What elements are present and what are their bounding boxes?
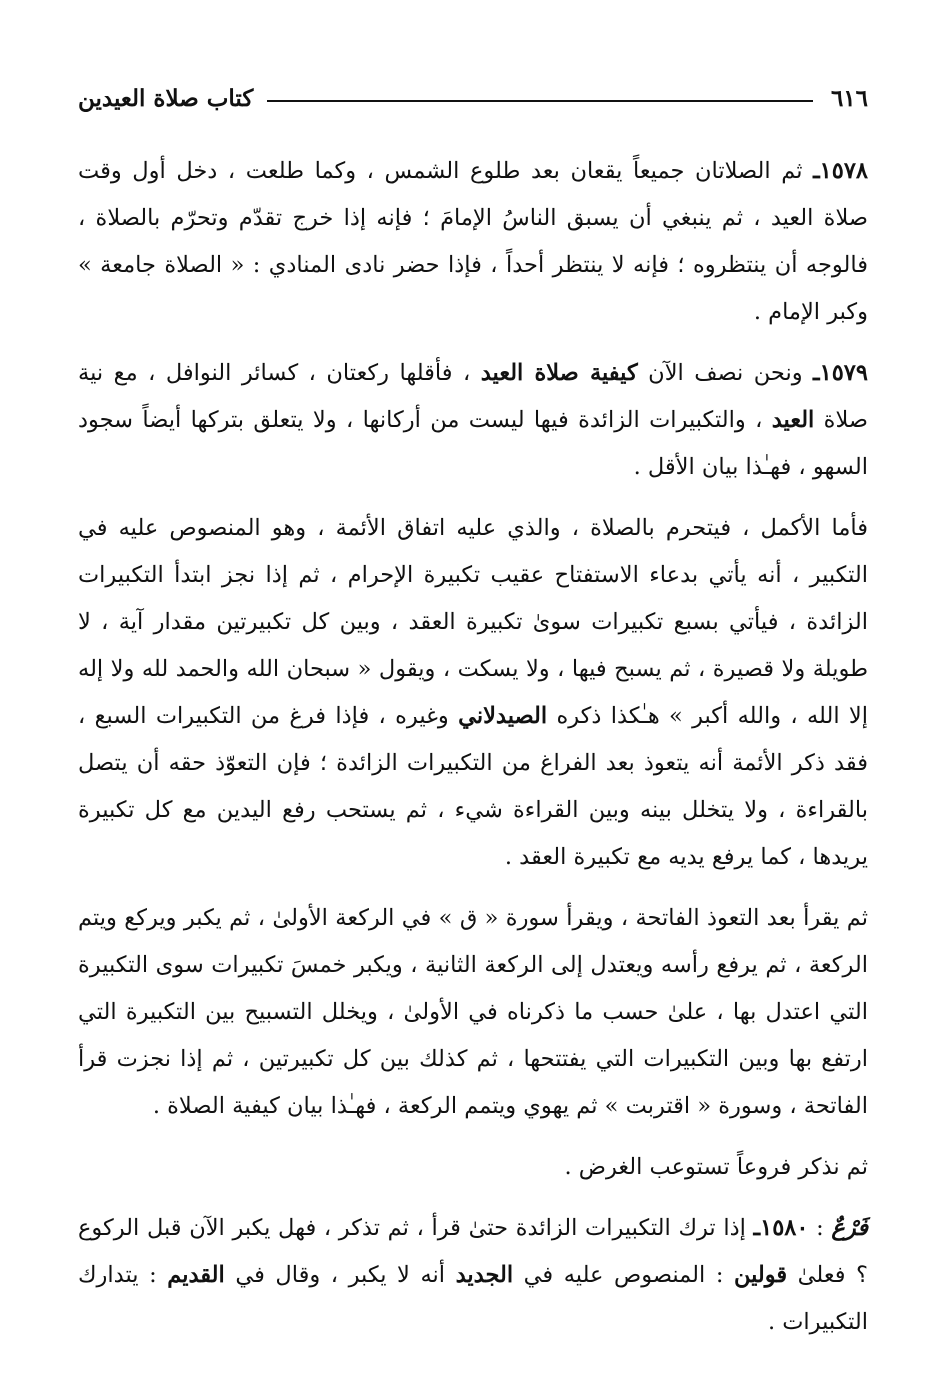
paragraph-text: : يتدارك التكبيرات .	[78, 1262, 868, 1335]
bold-term: الجديد	[455, 1262, 514, 1288]
paragraph-1579	[78, 350, 868, 491]
far-label: فَرْعٌ	[831, 1215, 868, 1241]
paragraph-text: وغيره ، فإذا فرغ من التكبيرات السبع ، فقد ذكر الأئمة أنه يتعوذ بعد الفراغ من التكبيرات الزائدة ؛ فإن التعوّذ حقه أن يتصل بالقراءة ، ولا يتخلل بينه وبين القراءة شيء ، ثم يستحب رفع اليدين مع كل تكبيرة يريدها ، كما يرفع يديه مع تكبيرة العقد .	[78, 703, 868, 870]
bold-term: كيفية صلاة العيد	[480, 360, 638, 386]
paragraph-text: ونحن نصف الآن	[637, 360, 814, 386]
paragraph-text: ثم الصلاتان جميعاً يقعان بعد طلوع الشمس ، وكما طلعت ، دخل أول وقت صلاة العيد ، ثم ينبغي أن يسبق الناسُ الإمامَ ؛ فإنه إذا خرج تقدّم وتحرّم بالصلاة ، فالوجه أن ينتظروه ؛ فإنه لا ينتظر أحداً ، فإذا حضر نادى المنادي : « الصلاة جامعة » وكبر الإمام .	[78, 158, 868, 325]
paragraph-thumma	[78, 895, 868, 1130]
paragraph-text: : المنصوص عليه في	[513, 1262, 734, 1288]
paragraph-1578	[78, 148, 868, 336]
bold-term: العيد	[771, 407, 815, 433]
body-text	[78, 148, 868, 1346]
bold-term: الصيدلاني	[458, 703, 548, 729]
bold-term: القديم	[167, 1262, 225, 1288]
paragraph-text: ثم يقرأ بعد التعوذ الفاتحة ، ويقرأ سورة « ق » في الركعة الأولىٰ ، ثم يكبر ويركع ويتم الركعة ، ثم يرفع رأسه ويعتدل إلى الركعة الثانية ، ويكبر خمسَ تكبيرات سوى التكبيرة التي اعتدل بها ، علىٰ حسب ما ذكرناه في الأولىٰ ، ويخلل التسبيح بين التكبيرة التي ارتفع بها وبين التكبيرات التي يفتتحها ، ثم كذلك بين كل تكبيرتين ، ثم إذا نجزت قرأ الفاتحة ، وسورة « اقتربت » ثم يهوي ويتمم الركعة ، فهـٰذا بيان كيفية الصلاة .	[78, 905, 868, 1119]
paragraph-text: أنه لا يكبر ، وقال في	[224, 1262, 456, 1288]
paragraph-text: إذا ترك التكبيرات الزائدة حتىٰ قرأ ، ثم تذكر ، فهل يكبر الآن قبل الركوع ؟ فعلىٰ	[78, 1215, 868, 1288]
paragraph-text: ، والتكبيرات الزائدة فيها ليست من أركانها ، ولا يتعلق بتركها أيضاً سجود السهو ، فهـٰذا بيان الأقل .	[78, 407, 868, 480]
book-page	[78, 78, 868, 1360]
paragraph-text: ، فأقلها ركعتان ، كسائر النوافل ، مع نية صلاة	[78, 360, 868, 433]
paragraph-text: فأما الأكمل ، فيتحرم بالصلاة ، والذي عليه اتفاق الأئمة ، وهو المنصوص عليه في التكبير ، أنه يأتي بدعاء الاستفتاح عقيب تكبيرة الإحرام ، ثم إذا نجز ابتدأ التكبيرات الزائدة ، فيأتي بسبع تكبيرات سوىٰ تكبيرة العقد ، وبين كل تكبيرتين مقدار آية ، لا طويلة ولا قصيرة ، ثم يسبح فيها ، ولا يسكت ، ويقول « سبحان الله والحمد لله ولا إله إلا الله ، والله أكبر » هـٰكذا ذكره	[78, 515, 868, 729]
issue-number: ١٥٨٠ـ	[753, 1215, 809, 1241]
header-rule	[267, 100, 813, 102]
page-number: ٦١٦	[830, 84, 868, 112]
paragraph-1580	[78, 1205, 868, 1346]
paragraph-furu	[78, 1144, 868, 1191]
book-title: كتاب صلاة العيدين	[78, 84, 254, 112]
issue-number: ١٥٧٩ـ	[813, 360, 868, 386]
paragraph-text: ثم نذكر فروعاً تستوعب الغرض .	[564, 1154, 868, 1180]
issue-number: ١٥٧٨ـ	[813, 158, 868, 184]
paragraph-akmal	[78, 505, 868, 881]
separator: :	[808, 1215, 832, 1241]
bold-term: قولين	[733, 1262, 788, 1288]
page-header	[78, 78, 868, 118]
